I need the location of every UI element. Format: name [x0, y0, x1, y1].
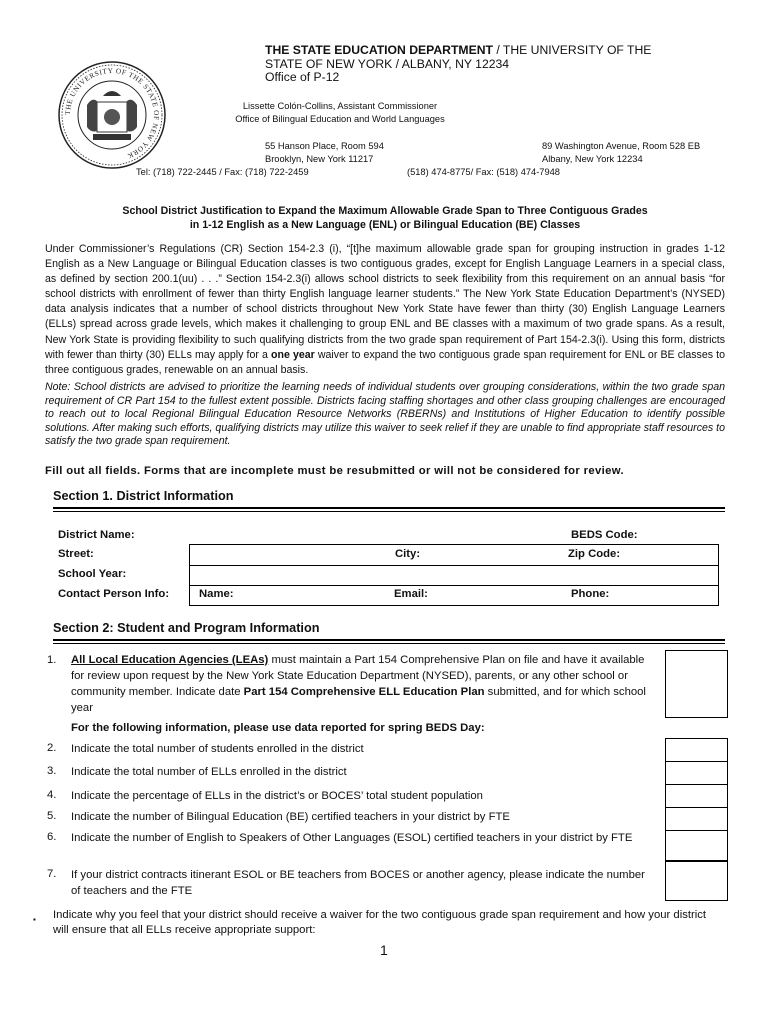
state-seal-logo — [57, 60, 167, 170]
phone-right: (518) 474-8775/ Fax: (518) 474-7948 — [407, 167, 560, 177]
section1-rule-thin — [53, 511, 725, 512]
q7-number: 7. — [47, 868, 57, 880]
q8-text: Indicate why you feel that your district should receive a waiver for the two contiguous grade span requirement and how your district will ensure that all ELLs receive appropriate support: — [53, 909, 707, 936]
q6-number: 6. — [47, 831, 57, 843]
q2-text: Indicate the total number of students enrolled in the district — [71, 743, 364, 755]
page-number: 1 — [380, 942, 388, 958]
q1-text-a: must maintain a Part 154 Comprehensive Plan on file and have it available for review upon request by the New York State Education Department (NYSED), parents, or any other school or community member. Indicate date — [71, 654, 645, 698]
q1-text — [71, 652, 646, 716]
beds-note: For the following information, please use data reported for spring BEDS Day: — [71, 722, 485, 734]
fill-notice: Fill out all fields. Forms that are incomplete must be resubmitted or will not be considered for review. — [45, 465, 624, 477]
q4-answer-box[interactable] — [666, 785, 727, 808]
section2-rule-thin — [53, 643, 725, 644]
svg-text:THE UNIVERSITY OF THE STATE OF: THE UNIVERSITY OF THE STATE OF NEW YORK — [63, 66, 161, 160]
q5-answer-box[interactable] — [666, 808, 727, 831]
q3-answer-box[interactable] — [666, 762, 727, 785]
q2-answer-box[interactable] — [666, 739, 727, 762]
grid-line-2 — [189, 585, 719, 586]
q5-number: 5. — [47, 810, 57, 822]
address-left — [265, 140, 384, 166]
address-right — [542, 140, 700, 166]
street-field[interactable] — [190, 545, 390, 564]
address-right-line2: Albany, New York 12234 — [542, 154, 643, 164]
contact-phone-label: Phone: — [571, 588, 610, 600]
q8-bullet: ▪ — [33, 915, 36, 924]
staff-name: Lissette Colón-Collins, Assistant Commissioner — [242, 101, 438, 111]
city-label: City: — [395, 548, 421, 560]
q3-text: Indicate the total number of ELLs enrolled in the district — [71, 766, 347, 778]
beds-code-label: BEDS Code: — [571, 529, 638, 541]
section2-title: Section 2: Student and Program Information — [53, 621, 320, 635]
department-header — [265, 44, 725, 85]
school-year-label: School Year: — [58, 568, 127, 580]
phone-left: Tel: (718) 722-2445 / Fax: (718) 722-2459 — [136, 167, 309, 177]
office-name: Office of P-12 — [265, 70, 340, 84]
q1-text-b: submitted, and for which school year — [71, 686, 646, 714]
q3-number: 3. — [47, 765, 57, 777]
contact-label: Contact Person Info: — [58, 588, 170, 600]
q7-answer-box[interactable] — [665, 861, 728, 901]
q1-answer-box[interactable] — [665, 650, 728, 718]
q1-bold: Part 154 Comprehensive ELL Education Plan — [243, 686, 485, 698]
department-name: THE STATE EDUCATION DEPARTMENT — [265, 43, 493, 57]
q1-lead: All Local Education Agencies (LEAs) — [71, 654, 269, 666]
address-left-line2: Brooklyn, New York 11217 — [265, 154, 374, 164]
q6-text: Indicate the number of English to Speakers of Other Languages (ESOL) certified teachers in your district by FTE — [71, 832, 633, 844]
document-title-line1: School District Justification to Expand the Maximum Allowable Grade Span to Three Contiguous Grades — [122, 205, 648, 217]
q4-text: Indicate the percentage of ELLs in the district’s or BOCES’ total student population — [71, 790, 483, 802]
district-name-label: District Name: — [58, 529, 135, 541]
department-university: / THE UNIVERSITY OF THE — [492, 43, 652, 57]
document-title-line2: in 1-12 English as a New Language (ENL) or Bilingual Education (BE) Classes — [189, 218, 581, 231]
document-title — [40, 205, 730, 232]
intro-bold: one year — [271, 348, 315, 361]
section1-rule — [53, 507, 725, 509]
intro-paragraph — [45, 242, 725, 378]
q7-text: If your district contracts itinerant ESOL or BE teachers from BOCES or another agency, please indicate the number of teachers and the FTE — [71, 869, 645, 897]
answers-box-stack — [665, 738, 728, 861]
q4-number: 4. — [47, 789, 57, 801]
q1-number: 1. — [47, 654, 57, 666]
staff-block — [200, 100, 480, 126]
section1-title: Section 1. District Information — [53, 489, 234, 503]
contact-email-label: Email: — [394, 588, 428, 600]
intro-text-end: waiver to expand the two contiguous grade span requirement for ENL or BE classes to three contiguous grades, renewable on an annual basis. — [45, 348, 725, 376]
address-left-line1: 55 Hanson Place, Room 594 — [265, 141, 384, 151]
department-address: STATE OF NEW YORK / ALBANY, NY 12234 — [265, 56, 510, 71]
q5-text: Indicate the number of Bilingual Education (BE) certified teachers in your district by FTE — [71, 811, 510, 823]
q2-number: 2. — [47, 742, 57, 754]
street-label: Street: — [58, 548, 94, 560]
intro-text: Under Commissioner’s Regulations (CR) Section 154-2.3 (i), “[t]he maximum allowable grade span for grouping instruction in grades 1-12 English as a New Language or Bilingual Education classes is two contiguous grades, except for English Language Learners in a special class, as defined by section 200.1(uu) . . .” Section 154-2.3(i) allows school districts to seek flexibility from this requirement on an annual basis “for school districts with enrollment of fewer than thirty English language learner students.” The New York State Education Department’s (NYSED) data analysis indicates that a number of school districts throughout New York State have fewer than thirty (30) English Language Learners (ELLs) spread across grade levels, which makes it challenging to group ENL and BE classes with a maximum of two grade spans. As a result, New York State is providing flexibility to such qualifying districts from the two grade span requirement of Part 154-2.3(i). Using this form, districts with fewer than thirty (30) ELLs may apply for a — [45, 243, 725, 361]
note-paragraph: Note: School districts are advised to prioritize the learning needs of individual students over grouping considerations, within the two grade span requirement of CR Part 154 to the fullest extent possible. Districts facing staffing shortages and other class grouping challenges are encouraged to reach out to local Regional Bilingual Education Resource Networks (RBERNs) and Institutions of Higher Education to identify possible solutions. After making such efforts, qualifying districts may utilize this waiver to seek relief if they are unable to find appropriate staff resources to satisfy the two grade span requirement. — [45, 381, 725, 447]
staff-office: Office of Bilingual Education and World Languages — [235, 114, 445, 124]
section2-rule — [53, 639, 725, 641]
school-year-field[interactable] — [190, 566, 718, 584]
zip-code-label: Zip Code: — [568, 548, 621, 560]
contact-name-label: Name: — [199, 588, 234, 600]
q6-answer-box[interactable] — [666, 831, 727, 862]
address-right-line1: 89 Washington Avenue, Room 528 EB — [542, 141, 701, 151]
